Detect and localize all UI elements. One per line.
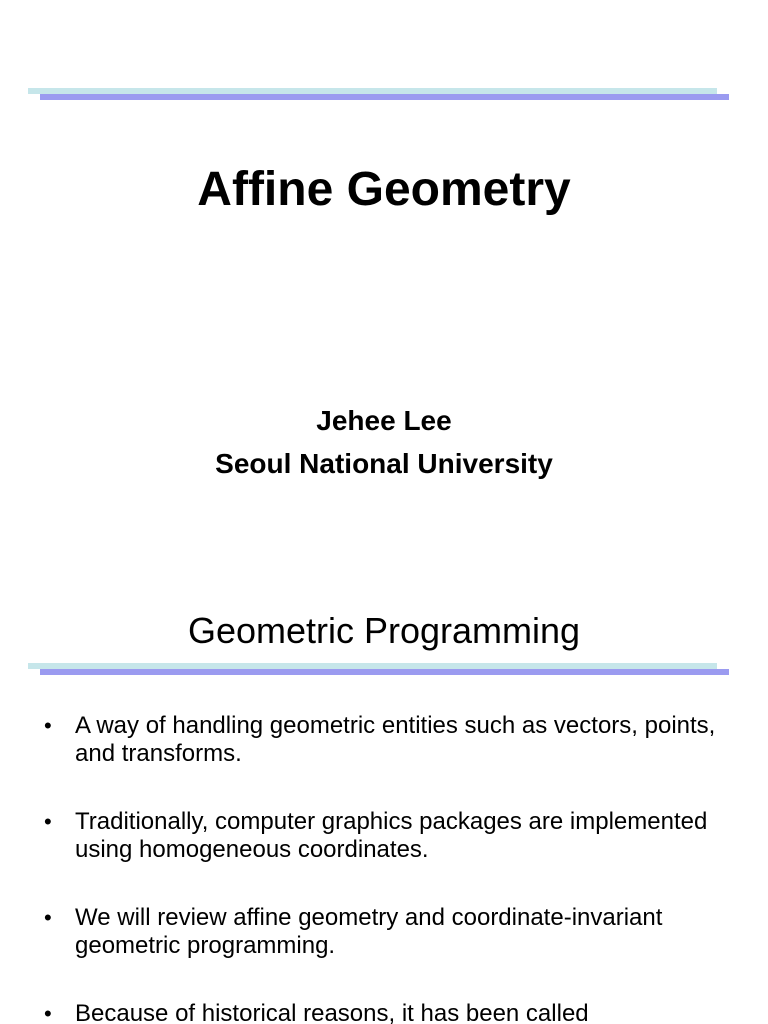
slide2-header-rule bbox=[28, 663, 729, 677]
author-name: Jehee Lee bbox=[316, 405, 452, 436]
bullet-dot-icon: • bbox=[44, 905, 52, 930]
list-item bbox=[0, 1000, 768, 1024]
slide1-title: Affine Geometry bbox=[197, 163, 571, 216]
bullet-dot-icon: • bbox=[44, 809, 52, 834]
bullet-text: We will review affine geometry and coordinate-invariant geometric programming. bbox=[75, 904, 663, 959]
bullet-text: Because of historical reasons, it has been called bbox=[75, 1000, 589, 1024]
rule-dark-bar bbox=[40, 669, 729, 675]
bullet-list bbox=[0, 712, 768, 1024]
author-affiliation: Seoul National University bbox=[215, 448, 553, 479]
list-item bbox=[0, 904, 768, 960]
slide1-header-rule bbox=[28, 88, 729, 102]
bullet-text: Traditionally, computer graphics packages are implemented using homogeneous coordinates. bbox=[75, 808, 708, 863]
list-item bbox=[0, 712, 768, 768]
rule-dark-bar bbox=[40, 94, 729, 100]
bullet-dot-icon: • bbox=[44, 1001, 52, 1024]
list-item bbox=[0, 808, 768, 864]
bullet-text: A way of handling geometric entities such as vectors, points, and transforms. bbox=[75, 712, 716, 767]
slide2-title: Geometric Programming bbox=[187, 610, 581, 651]
bullet-dot-icon: • bbox=[44, 713, 52, 738]
